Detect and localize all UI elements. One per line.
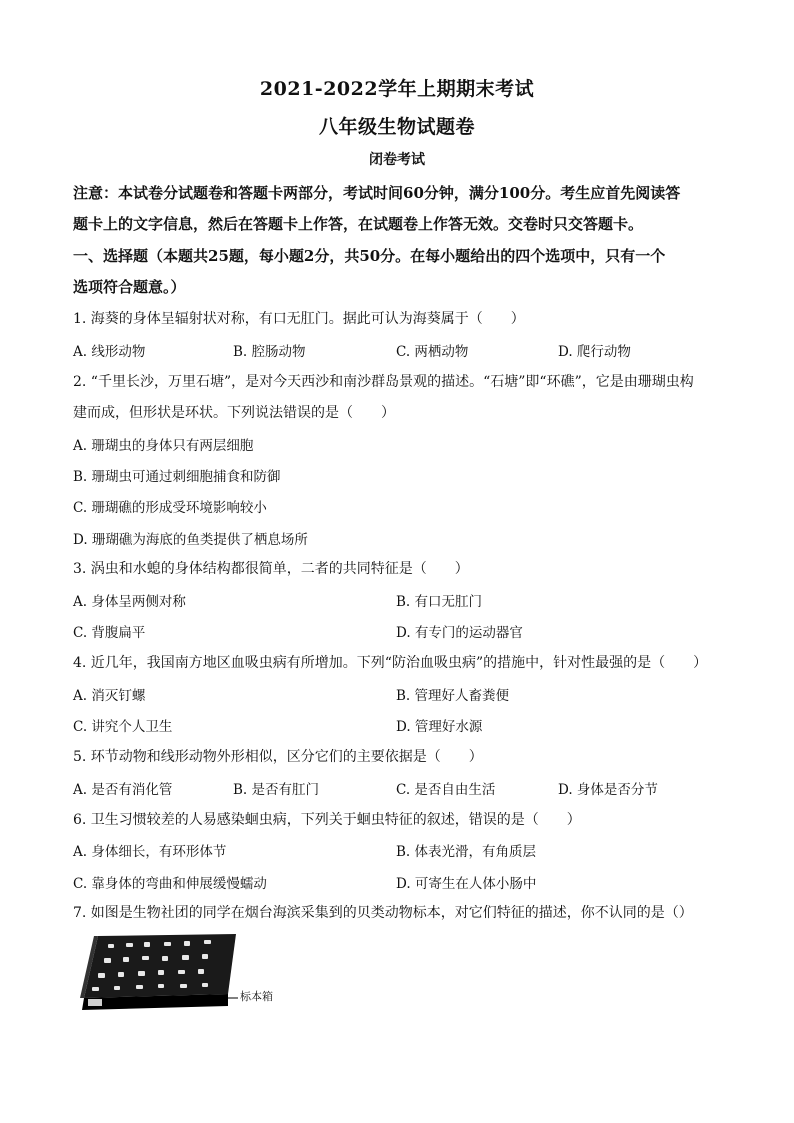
question-1-option-d: D. 爬行动物 (558, 344, 631, 360)
question-4-option-a: A. 消灭钉螺 (73, 688, 146, 704)
notice-line-2: 题卡上的文字信息，然后在答题卡上作答，在试题卷上作答无效。交卷时只交答题卡。 (73, 215, 644, 233)
question-2-option-a: A. 珊瑚虫的身体只有两层细胞 (73, 438, 254, 454)
section-heading-line-2: 选项符合题意。） (73, 278, 186, 296)
question-7-stem: 7. 如图是生物社团的同学在烟台海滨采集到的贝类动物标本，对它们特征的描述，你不认同的是（） (73, 905, 693, 921)
question-4-option-d: D. 管理好水源 (396, 719, 483, 735)
question-1-option-a: A. 线形动物 (73, 344, 146, 360)
question-1-option-b: B. 腔肠动物 (233, 344, 306, 360)
question-3-option-b: B. 有口无肛门 (396, 594, 483, 610)
question-6-option-d: D. 可寄生在人体小肠中 (396, 876, 537, 892)
specimen-box-label: 标本箱 (240, 990, 273, 1003)
question-6-option-b: B. 体表光滑，有角质层 (396, 844, 537, 860)
question-3-option-a: A. 身体呈两侧对称 (73, 594, 186, 610)
question-3-option-c: C. 背腹扁平 (73, 625, 146, 641)
question-6-option-a: A. 身体细长，有环形体节 (73, 844, 227, 860)
question-5-option-b: B. 是否有肛门 (233, 782, 320, 798)
exam-type: 闭卷考试 (369, 152, 425, 168)
question-2-option-c: C. 珊瑚礁的形成受环境影响较小 (73, 500, 267, 516)
question-6-option-c: C. 靠身体的弯曲和伸展缓慢蠕动 (73, 876, 267, 892)
question-6-stem: 6. 卫生习惯较差的人易感染蛔虫病，下列关于蛔虫特征的叙述，错误的是（ ） (73, 812, 581, 828)
question-2-option-d: D. 珊瑚礁为海底的鱼类提供了栖息场所 (73, 532, 308, 548)
question-5-stem: 5. 环节动物和线形动物外形相似，区分它们的主要依据是（ ） (73, 749, 483, 765)
question-5-option-d: D. 身体是否分节 (558, 782, 658, 798)
question-2-option-b: B. 珊瑚虫可通过刺细胞捕食和防御 (73, 469, 281, 485)
notice-line-1: 注意：本试卷分试题卷和答题卡两部分，考试时间60分钟，满分100分。考生应首先阅读答 (73, 184, 681, 202)
question-2-stem-line-1: 2. “千里长沙，万里石塘”，是对今天西沙和南沙群岛景观的描述。“石塘”即“环礁”，它是由珊瑚虫构 (73, 374, 694, 390)
exam-subject-title: 八年级生物试题卷 (318, 116, 475, 138)
question-3-stem: 3. 涡虫和水螅的身体结构都很简单，二者的共同特征是（ ） (73, 561, 469, 577)
question-3-option-d: D. 有专门的运动器官 (396, 625, 523, 641)
question-4-option-c: C. 讲究个人卫生 (73, 719, 173, 735)
specimen-box-image (78, 932, 238, 1012)
question-4-option-b: B. 管理好人畜粪便 (396, 688, 510, 704)
question-1-option-c: C. 两栖动物 (396, 344, 469, 360)
question-5-option-a: A. 是否有消化管 (73, 782, 173, 798)
question-1-stem: 1. 海葵的身体呈辐射状对称，有口无肛门。据此可认为海葵属于（ ） (73, 311, 525, 327)
question-2-stem-line-2: 建而成，但形状是环状。下列说法错误的是（ ） (73, 405, 395, 421)
question-5-option-c: C. 是否自由生活 (396, 782, 496, 798)
exam-title: 2021-2022学年上期期末考试 (259, 78, 535, 100)
question-4-stem: 4. 近几年，我国南方地区血吸虫病有所增加。下列“防治血吸虫病”的措施中，针对性最强的是（ ） (73, 655, 708, 671)
section-heading-line-1: 一、选择题（本题共25题，每小题2分，共50分。在每小题给出的四个选项中，只有一个 (73, 247, 666, 265)
